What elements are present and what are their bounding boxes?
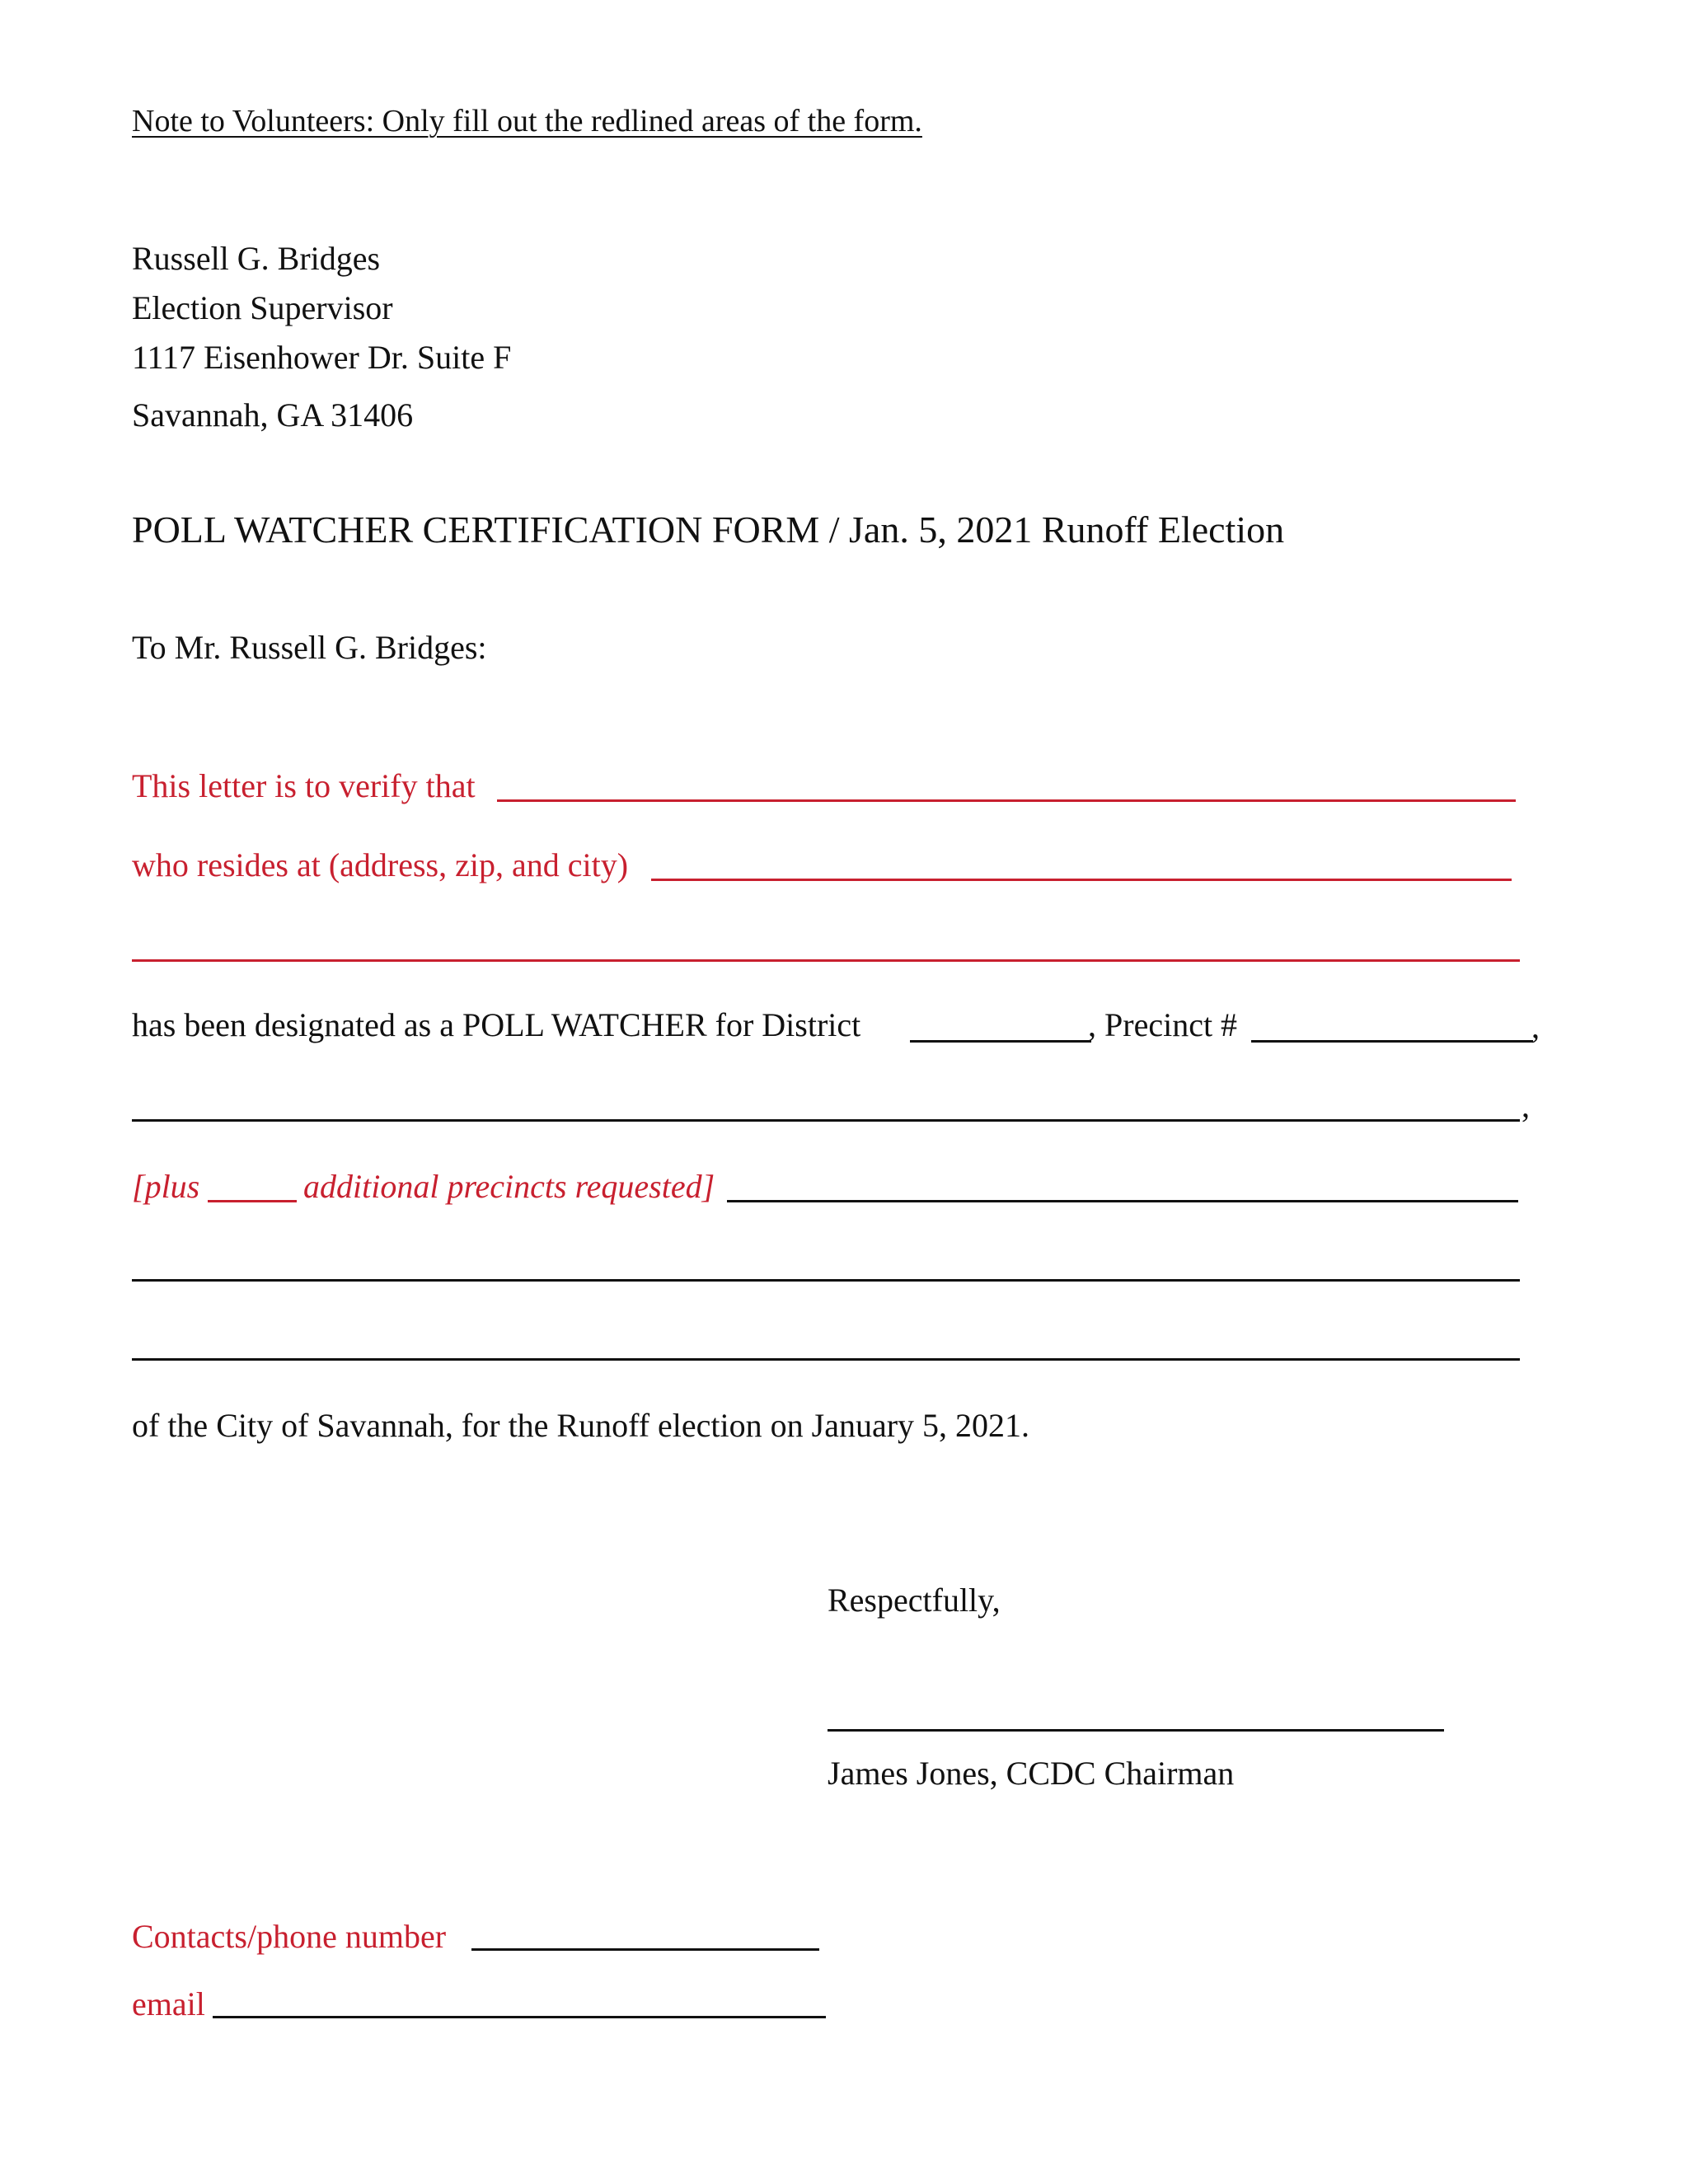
closing-paragraph: of the City of Savannah, for the Runoff election on January 5, 2021. [132, 1407, 1030, 1444]
designated-text: has been designated as a POLL WATCHER for District [132, 1006, 861, 1043]
verify-label: This letter is to verify that [132, 767, 476, 804]
recipient-street: 1117 Eisenhower Dr. Suite F [132, 339, 512, 376]
closing-salutation: Respectfully, [828, 1582, 1001, 1619]
district-field[interactable] [910, 1040, 1091, 1043]
email-label: email [132, 1985, 205, 2022]
recipient-role: Election Supervisor [132, 289, 393, 326]
address-field-continued[interactable] [132, 959, 1520, 962]
address-field[interactable] [651, 879, 1512, 881]
salutation: To Mr. Russell G. Bridges: [132, 629, 487, 666]
recipient-city: Savannah, GA 31406 [132, 396, 414, 434]
precinct-label: , Precinct # [1088, 1006, 1238, 1043]
volunteer-note: Note to Volunteers: Only fill out the redlined areas of the form. [132, 104, 922, 138]
additional-count-field[interactable] [208, 1200, 297, 1202]
form-title: POLL WATCHER CERTIFICATION FORM / Jan. 5, 2021 Runoff Election [132, 509, 1285, 551]
signer-name: James Jones, CCDC Chairman [828, 1755, 1235, 1792]
additional-precincts-field-2[interactable] [132, 1279, 1520, 1282]
email-field[interactable] [213, 2016, 826, 2018]
resides-label: who resides at (address, zip, and city) [132, 846, 629, 883]
precinct-field-continued[interactable] [132, 1119, 1520, 1122]
phone-field[interactable] [471, 1948, 819, 1951]
additional-precincts-field-3[interactable] [132, 1358, 1520, 1361]
verify-name-field[interactable] [497, 799, 1516, 802]
plus-label: [plus [132, 1168, 200, 1205]
contacts-label: Contacts/phone number [132, 1918, 447, 1955]
additional-precincts-field[interactable] [727, 1200, 1518, 1202]
comma-mark: , [1531, 1008, 1540, 1045]
comma-mark: , [1522, 1087, 1530, 1124]
signature-line[interactable] [828, 1729, 1444, 1732]
additional-precincts-label: additional precincts requested] [303, 1168, 715, 1205]
recipient-name: Russell G. Bridges [132, 240, 381, 277]
precinct-field[interactable] [1251, 1040, 1533, 1043]
